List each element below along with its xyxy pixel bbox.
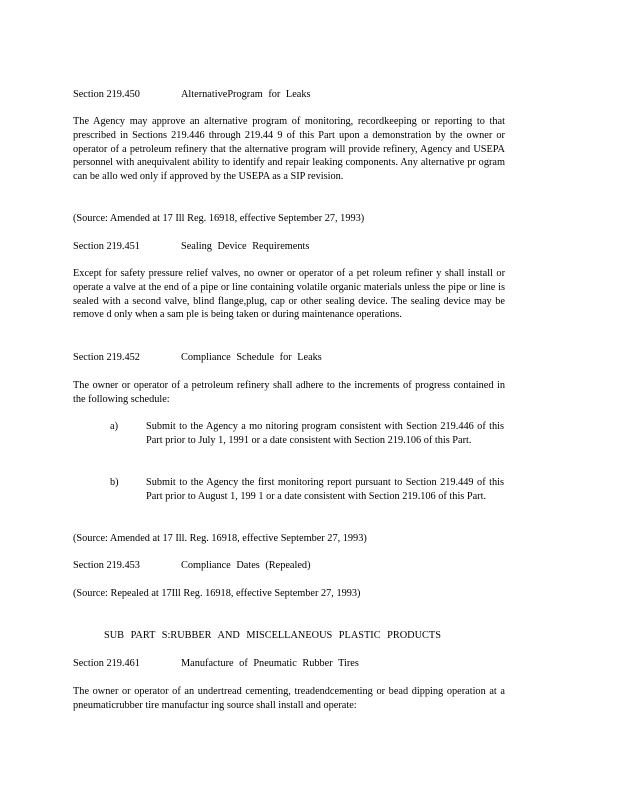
section-number: Section 219.450	[73, 89, 140, 100]
list-item-text: Submit to the Agency a mo nitoring program consistent with Section 219.446 of this Part prior to July 1, 1991 or a date consistent with Section 219.106 of this Part.	[146, 421, 504, 446]
source-note-219-450: (Source: Amended at 17 Ill Reg. 16918, effective September 27, 1993)	[73, 213, 365, 224]
section-heading-219-461	[73, 657, 505, 671]
section-number: Section 219.453	[73, 560, 140, 571]
section-title: Compliance Schedule for Leaks	[181, 352, 322, 363]
section-number: Section 219.461	[73, 658, 140, 669]
section-title: Compliance Dates (Repealed)	[181, 560, 311, 571]
section-number: Section 219.452	[73, 352, 140, 363]
section-title: Sealing Device Requirements	[181, 241, 310, 252]
list-item-b	[110, 476, 504, 504]
paragraph-pneumatic-tires: The owner or operator of an undertread cementing, treadendcementing or bead dipping operation at a pneumaticrubber tire manufactur ing source shall install and operate:	[73, 686, 505, 711]
section-title: Manufacture of Pneumatic Rubber Tires	[181, 658, 359, 669]
paragraph-alternative-program: The Agency may approve an alternative program of monitoring, recordkeeping or reporting to that prescribed in Sections 219.446 through 219.44 9 of this Part upon a demonstration by the owner or operator of a petroleum refinery that the alternative program will provide refinery, Agency and USEPA personnel with anequivalent ability to identify and repair leaking components. Any alternative pr ogram can be allo wed only if approved by the USEPA as a SIP revision.	[73, 116, 505, 183]
subpart-heading: SUB PART S:RUBBER AND MISCELLANEOUS PLASTIC PRODUCTS	[104, 630, 441, 641]
paragraph-sealing-device: Except for safety pressure relief valves, no owner or operator of a pet roleum refiner y shall install or operate a valve at the end of a pipe or line containing volatile organic materials unless the pipe or line is sealed with a second valve, blind flange,plug, cap or other sealing device. The sealing device may be remove d only when a sam ple is being taken or during maintenance operations.	[73, 268, 505, 321]
paragraph-compliance-schedule: The owner or operator of a petroleum refinery shall adhere to the increments of progress contained in the following schedule:	[73, 380, 505, 405]
source-note-219-452: (Source: Amended at 17 Ill. Reg. 16918, effective September 27, 1993)	[73, 533, 367, 544]
list-item-label: a)	[110, 421, 118, 432]
source-note-219-453: (Source: Repealed at 17Ill Reg. 16918, effective September 27, 1993)	[73, 588, 361, 599]
list-item-text: Submit to the Agency the first monitoring report pursuant to Section 219.449 of this Part prior to August 1, 199 1 or a date consistent with Section 219.106 of this Part.	[146, 477, 504, 502]
section-number: Section 219.451	[73, 241, 140, 252]
section-heading-219-453	[73, 559, 505, 573]
section-heading-219-451	[73, 240, 505, 254]
section-heading-219-450	[73, 88, 505, 102]
list-item-a	[110, 420, 504, 448]
list-item-label: b)	[110, 477, 119, 488]
section-title: AlternativeProgram for Leaks	[181, 89, 311, 100]
section-heading-219-452	[73, 351, 505, 365]
